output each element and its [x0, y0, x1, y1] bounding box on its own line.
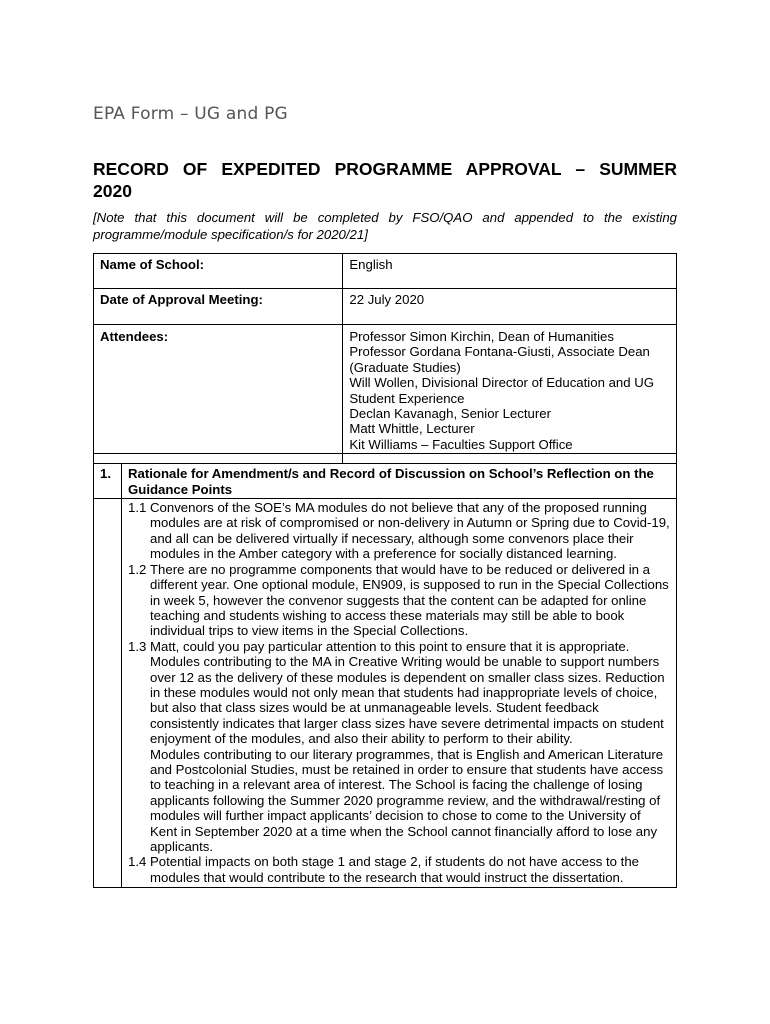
document-note — [93, 210, 677, 243]
title-line-1: RECORD OF EXPEDITED PROGRAMME APPROVAL – SUMMER — [93, 159, 677, 179]
section-heading: Rationale for Amendment/s and Record of Discussion on School’s Reflection on the Guidance Points — [122, 464, 677, 499]
note-line-1: [Note that this document will be completed by FSO/QAO and appended to the existing — [93, 210, 677, 225]
attendee-line: (Graduate Studies) — [349, 359, 461, 375]
school-label: Name of School: — [94, 254, 343, 289]
spacer-row — [94, 454, 677, 464]
note-line-2: programme/module specification/s for 2020/21] — [93, 226, 368, 242]
spacer-cell — [343, 454, 677, 464]
section-number: 1. — [94, 464, 122, 499]
item-number: 1.2 — [128, 561, 147, 577]
attendee-line: Professor Simon Kirchin, Dean of Humanities — [349, 329, 614, 344]
title-line-2: 2020 — [93, 181, 132, 201]
form-header: EPA Form – UG and PG — [93, 104, 288, 124]
item-text: There are no programme components that would have to be reduced or delivered in a different year. One optional module, EN909, is supposed to run in the Special Collections in week 5, however the convenor suggests that the content can be adapted for online teaching and students wishing to access these materials may still be able to book individual trips to view items in the Special Collections. — [150, 561, 669, 639]
approval-table — [93, 253, 677, 888]
item-number: 1.3 — [128, 638, 147, 654]
item-number: 1.1 — [128, 500, 147, 516]
attendee-line: Declan Kavanagh, Senior Lecturer — [349, 406, 551, 422]
attendees-row — [94, 325, 677, 454]
item-text: Potential impacts on both stage 1 and stage 2, if students do not have access to the modules that would contribute to the research that would instruct the dissertation. — [150, 854, 639, 885]
spacer-cell — [94, 454, 343, 464]
attendee-line: Kit Williams – Faculties Support Office — [349, 436, 573, 452]
date-value: 22 July 2020 — [343, 289, 677, 325]
list-item — [126, 854, 670, 885]
attendee-line: Professor Gordana Fontana-Giusti, Associate Dean — [349, 344, 650, 360]
list-item — [126, 562, 670, 639]
attendee-line: Will Wollen, Divisional Director of Education and UG — [349, 375, 655, 391]
attendees-label: Attendees: — [94, 325, 343, 454]
attendee-line: Matt Whittle, Lecturer — [349, 421, 475, 437]
section-body-row — [94, 499, 677, 888]
list-item — [126, 500, 670, 562]
item-text: Convenors of the SOE’s MA modules do not believe that any of the proposed running modules are at risk of compromised or non-delivery in Autumn or Spring due to Covid-19, and all can be delivered virtually if necessary, although some convenors place their modules in the Amber category with a preference for socially distanced learning. — [150, 500, 670, 562]
attendees-list — [343, 325, 677, 454]
section-body — [122, 499, 677, 888]
list-item — [126, 639, 670, 855]
section-heading-row — [94, 464, 677, 499]
section-number-empty — [94, 499, 122, 888]
item-text-continued: Modules contributing to our literary programmes, that is English and American Literature and Postcolonial Studies, must be retained in order to ensure that students have access to teaching in a relevant area of interest. The School is facing the challenge of losing applicants following the Summer 2020 programme review, and the withdrawal/resting of modules will further impact applicants’ decision to chose to come to the University of Kent in September 2020 at a time when the School cannot financially afford to lose any applicants. — [150, 746, 664, 854]
date-row — [94, 289, 677, 325]
attendee-line: Student Experience — [349, 390, 465, 406]
document-title — [93, 158, 677, 202]
date-label: Date of Approval Meeting: — [94, 289, 343, 325]
item-number: 1.4 — [128, 854, 147, 870]
school-value: English — [343, 254, 677, 289]
item-text: Matt, could you pay particular attention to this point to ensure that it is appropriate. Modules contributing to the MA in Creative Writing would be unable to support numbers over 12 as the delivery of these modules is dependent on smaller class sizes. Reduction in these modules would not only mean that students had inappropriate levels of choice, but also that class sizes would be at unmanageable levels. Student feedback consistently indicates that larger class sizes have severe detrimental impacts on student enjoyment of the modules, and also their ability to perform to their ability. — [150, 638, 665, 747]
school-row — [94, 254, 677, 289]
